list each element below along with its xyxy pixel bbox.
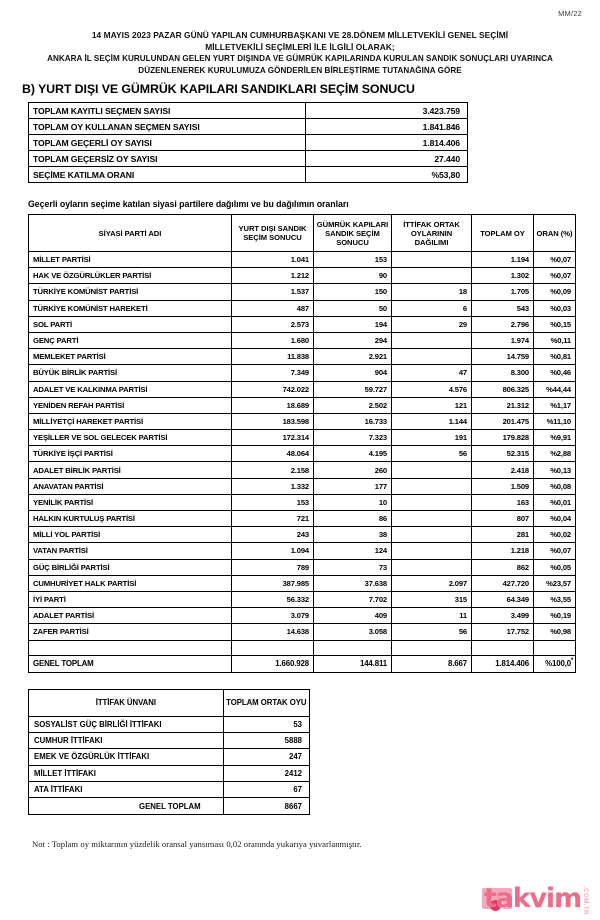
- summary-row: [29, 103, 468, 119]
- party-alliance-votes: [392, 252, 472, 268]
- party-customs-votes: 90: [314, 268, 392, 284]
- party-ratio: %1,17: [534, 397, 576, 413]
- party-customs-votes: 2.921: [314, 349, 392, 365]
- party-customs-votes: 4.195: [314, 446, 392, 462]
- document-heading: [0, 0, 600, 76]
- party-alliance-votes: 4.576: [392, 381, 472, 397]
- party-customs-votes: 38: [314, 527, 392, 543]
- party-alliance-votes: [392, 559, 472, 575]
- party-customs-votes: 16.733: [314, 413, 392, 429]
- party-alliance-votes: 56: [392, 624, 472, 640]
- party-ratio: %2,88: [534, 446, 576, 462]
- party-ratio: %44,44: [534, 381, 576, 397]
- summary-row-value: 1.841.846: [306, 119, 468, 135]
- party-name: MEMLEKET PARTİSİ: [29, 349, 232, 365]
- grand-total-ratio-value: %100,0: [545, 659, 571, 668]
- parties-table-head: [29, 215, 576, 252]
- party-ratio: %0,81: [534, 349, 576, 365]
- table-row: [29, 591, 576, 607]
- spacer-cell: [472, 640, 534, 655]
- heading-line-4: DÜZENLENEREK KURULUMUZA GÖNDERİLEN BİRLEŞTİRME TUTANAĞINA GÖRE: [138, 65, 462, 75]
- party-total-votes: 1.302: [472, 268, 534, 284]
- table-row: [29, 381, 576, 397]
- party-total-votes: 1.974: [472, 332, 534, 348]
- party-customs-votes: 2.502: [314, 397, 392, 413]
- party-name: MİLLET PARTİSİ: [29, 252, 232, 268]
- table-row: [29, 300, 576, 316]
- alliance-table-wrap: [28, 689, 600, 815]
- alliance-row: [29, 732, 310, 748]
- grand-total-total: 1.814.406: [472, 655, 534, 672]
- party-alliance-votes: 121: [392, 397, 472, 413]
- table-row: [29, 624, 576, 640]
- alliance-name: ATA İTTİFAKI: [29, 782, 224, 798]
- alliance-grand-total-label: GENEL TOPLAM: [29, 798, 224, 814]
- alliance-table-body: [29, 716, 310, 814]
- party-customs-votes: 10: [314, 494, 392, 510]
- party-abroad-votes: 1.680: [232, 332, 314, 348]
- parties-table: [28, 214, 576, 673]
- party-alliance-votes: 1.144: [392, 413, 472, 429]
- party-total-votes: 1.194: [472, 252, 534, 268]
- party-name: ADALET VE KALKINMA PARTİSİ: [29, 381, 232, 397]
- party-abroad-votes: 1.537: [232, 284, 314, 300]
- heading-line-1: 14 MAYIS 2023 PAZAR GÜNÜ YAPILAN CUMHURBAŞKANI VE 28.DÖNEM MİLLETVEKİLİ GENEL SEÇİMİ: [91, 30, 509, 40]
- party-customs-votes: 124: [314, 543, 392, 559]
- party-name: TÜRKİYE İŞÇİ PARTİSİ: [29, 446, 232, 462]
- party-total-votes: 281: [472, 527, 534, 543]
- table-row: [29, 575, 576, 591]
- party-customs-votes: 50: [314, 300, 392, 316]
- table-row: [29, 462, 576, 478]
- table-row: [29, 365, 576, 381]
- party-customs-votes: 59.727: [314, 381, 392, 397]
- table-row: [29, 543, 576, 559]
- party-ratio: %0,09: [534, 284, 576, 300]
- party-ratio: %11,10: [534, 413, 576, 429]
- party-total-votes: 201.475: [472, 413, 534, 429]
- party-abroad-votes: 11.838: [232, 349, 314, 365]
- summary-row-label: TOPLAM KAYITLI SEÇMEN SAYISI: [29, 103, 306, 119]
- parties-table-wrap: [28, 214, 600, 673]
- summary-row-label: TOPLAM OY KULLANAN SEÇMEN SAYISI: [29, 119, 306, 135]
- col-header-total: TOPLAM OY: [472, 215, 534, 252]
- col-header-customs: GÜMRÜK KAPILARI SANDIK SEÇİM SONUCU: [314, 215, 392, 252]
- party-name: HAK VE ÖZGÜRLÜKLER PARTİSİ: [29, 268, 232, 284]
- grand-total-abroad: 1.660.928: [232, 655, 314, 672]
- table-row: [29, 268, 576, 284]
- party-ratio: %0,08: [534, 478, 576, 494]
- summary-row-value: 1.814.406: [306, 135, 468, 151]
- col-header-ratio: ORAN (%): [534, 215, 576, 252]
- party-total-votes: 179.828: [472, 430, 534, 446]
- grand-total-row: [29, 655, 576, 672]
- summary-table-body: [29, 103, 468, 183]
- party-abroad-votes: 721: [232, 511, 314, 527]
- alliance-row: [29, 716, 310, 732]
- col-header-alliance-value: TOPLAM ORTAK OYU: [223, 689, 309, 716]
- party-customs-votes: 150: [314, 284, 392, 300]
- party-total-votes: 806.325: [472, 381, 534, 397]
- grand-total-customs: 144.811: [314, 655, 392, 672]
- party-abroad-votes: 2.158: [232, 462, 314, 478]
- party-alliance-votes: [392, 543, 472, 559]
- party-alliance-votes: 2.097: [392, 575, 472, 591]
- alliance-table-head: [29, 689, 310, 716]
- watermark-text: takvim: [484, 883, 581, 914]
- alliance-name: MİLLET İTTİFAKI: [29, 765, 224, 781]
- spacer-cell: [29, 640, 232, 655]
- alliance-value: 5888: [223, 732, 309, 748]
- party-ratio: %0,98: [534, 624, 576, 640]
- table-row: [29, 316, 576, 332]
- party-name: CUMHURİYET HALK PARTİSİ: [29, 575, 232, 591]
- alliance-value: 67: [223, 782, 309, 798]
- party-customs-votes: 73: [314, 559, 392, 575]
- party-abroad-votes: 14.638: [232, 624, 314, 640]
- alliance-header-row: [29, 689, 310, 716]
- summary-row-label: TOPLAM GEÇERSİZ OY SAYISI: [29, 151, 306, 167]
- grand-total-label: GENEL TOPLAM: [29, 655, 232, 672]
- party-customs-votes: 7.702: [314, 591, 392, 607]
- spacer-cell: [314, 640, 392, 655]
- party-ratio: %0,03: [534, 300, 576, 316]
- heading-line-2: MİLLETVEKİLİ SEÇİMLERİ İLE İLGİLİ OLARAK;: [205, 41, 395, 52]
- party-total-votes: 862: [472, 559, 534, 575]
- party-ratio: %0,46: [534, 365, 576, 381]
- party-name: VATAN PARTİSİ: [29, 543, 232, 559]
- party-ratio: %0,15: [534, 316, 576, 332]
- alliance-value: 53: [223, 716, 309, 732]
- party-alliance-votes: [392, 494, 472, 510]
- party-total-votes: 8.300: [472, 365, 534, 381]
- party-name: TÜRKİYE KOMÜNİST PARTİSİ: [29, 284, 232, 300]
- party-alliance-votes: [392, 268, 472, 284]
- table-row: [29, 446, 576, 462]
- party-alliance-votes: [392, 332, 472, 348]
- party-total-votes: 2.796: [472, 316, 534, 332]
- party-abroad-votes: 56.332: [232, 591, 314, 607]
- summary-table: [28, 102, 468, 183]
- party-abroad-votes: 7.349: [232, 365, 314, 381]
- parties-table-body: [29, 252, 576, 673]
- party-ratio: %0,04: [534, 511, 576, 527]
- party-name: SOL PARTİ: [29, 316, 232, 332]
- table-row: [29, 511, 576, 527]
- summary-row-value: 3.423.759: [306, 103, 468, 119]
- alliance-grand-total-value: 8667: [223, 798, 309, 814]
- party-total-votes: 427.720: [472, 575, 534, 591]
- party-name: ADALET PARTİSİ: [29, 608, 232, 624]
- spacer-cell: [232, 640, 314, 655]
- party-total-votes: 1.218: [472, 543, 534, 559]
- summary-row-label: TOPLAM GEÇERLİ OY SAYISI: [29, 135, 306, 151]
- table-row: [29, 332, 576, 348]
- party-name: YENİLİK PARTİSİ: [29, 494, 232, 510]
- table-row: [29, 284, 576, 300]
- alliance-name: CUMHUR İTTİFAKI: [29, 732, 224, 748]
- alliance-name: SOSYALİST GÜÇ BİRLİĞİ İTTİFAKI: [29, 716, 224, 732]
- party-customs-votes: 153: [314, 252, 392, 268]
- party-customs-votes: 177: [314, 478, 392, 494]
- party-abroad-votes: 789: [232, 559, 314, 575]
- summary-row: [29, 151, 468, 167]
- party-customs-votes: 3.058: [314, 624, 392, 640]
- alliance-row: [29, 749, 310, 765]
- party-alliance-votes: [392, 349, 472, 365]
- party-name: HALKIN KURTULUŞ PARTİSİ: [29, 511, 232, 527]
- party-abroad-votes: 1.041: [232, 252, 314, 268]
- party-ratio: %0,11: [534, 332, 576, 348]
- parties-table-caption: Geçerli oyların seçime katılan siyasi partilere dağılımı ve bu dağılımın oranları: [28, 199, 349, 209]
- table-row: [29, 397, 576, 413]
- party-alliance-votes: 47: [392, 365, 472, 381]
- party-abroad-votes: 48.064: [232, 446, 314, 462]
- party-customs-votes: 294: [314, 332, 392, 348]
- table-row: [29, 608, 576, 624]
- col-header-alliance-name: İTTİFAK ÜNVANI: [29, 689, 224, 716]
- summary-row: [29, 135, 468, 151]
- party-customs-votes: 37.638: [314, 575, 392, 591]
- watermark-domain: .COM.TR: [582, 886, 589, 915]
- party-abroad-votes: 1.094: [232, 543, 314, 559]
- party-abroad-votes: 2.573: [232, 316, 314, 332]
- party-customs-votes: 409: [314, 608, 392, 624]
- footnote-marker: *: [570, 657, 573, 664]
- alliance-row: [29, 782, 310, 798]
- party-abroad-votes: 18.689: [232, 397, 314, 413]
- party-name: İYİ PARTİ: [29, 591, 232, 607]
- party-name: ADALET BİRLİK PARTİSİ: [29, 462, 232, 478]
- table-row: [29, 349, 576, 365]
- party-abroad-votes: 387.985: [232, 575, 314, 591]
- summary-row-label: SEÇİME KATILMA ORANI: [29, 167, 306, 183]
- party-total-votes: 52.315: [472, 446, 534, 462]
- alliance-value: 2412: [223, 765, 309, 781]
- table-row: [29, 478, 576, 494]
- party-alliance-votes: 191: [392, 430, 472, 446]
- party-total-votes: 14.759: [472, 349, 534, 365]
- party-total-votes: 163: [472, 494, 534, 510]
- heading-line-3: ANKARA İL SEÇİM KURULUNDAN GELEN YURT DIŞINDA VE GÜMRÜK KAPILARINDA KURULAN SANDIK SONUÇLARI UYARINCA: [47, 54, 553, 63]
- party-total-votes: 543: [472, 300, 534, 316]
- party-abroad-votes: 153: [232, 494, 314, 510]
- party-name: GÜÇ BİRLİĞİ PARTİSİ: [29, 559, 232, 575]
- party-ratio: %9,91: [534, 430, 576, 446]
- party-ratio: %0,01: [534, 494, 576, 510]
- alliance-row: [29, 765, 310, 781]
- col-header-alliance: İTTİFAK ORTAK OYLARININ DAĞILIMI: [392, 215, 472, 252]
- party-name: YENİDEN REFAH PARTİSİ: [29, 397, 232, 413]
- party-ratio: %0,05: [534, 559, 576, 575]
- party-name: BÜYÜK BİRLİK PARTİSİ: [29, 365, 232, 381]
- table-row: [29, 527, 576, 543]
- party-alliance-votes: 29: [392, 316, 472, 332]
- spacer-cell: [534, 640, 576, 655]
- party-ratio: %0,13: [534, 462, 576, 478]
- party-total-votes: 64.349: [472, 591, 534, 607]
- party-total-votes: 21.312: [472, 397, 534, 413]
- spacer-cell: [392, 640, 472, 655]
- party-customs-votes: 260: [314, 462, 392, 478]
- col-header-party-name: SİYASİ PARTİ ADI: [29, 215, 232, 252]
- party-total-votes: 3.499: [472, 608, 534, 624]
- party-customs-votes: 86: [314, 511, 392, 527]
- party-abroad-votes: 3.079: [232, 608, 314, 624]
- party-abroad-votes: 172.314: [232, 430, 314, 446]
- party-abroad-votes: 1.332: [232, 478, 314, 494]
- party-ratio: %23,57: [534, 575, 576, 591]
- party-alliance-votes: 315: [392, 591, 472, 607]
- party-ratio: %0,19: [534, 608, 576, 624]
- party-alliance-votes: 56: [392, 446, 472, 462]
- party-alliance-votes: 11: [392, 608, 472, 624]
- party-ratio: %0,07: [534, 252, 576, 268]
- party-name: YEŞİLLER VE SOL GELECEK PARTİSİ: [29, 430, 232, 446]
- party-alliance-votes: [392, 478, 472, 494]
- table-row: [29, 494, 576, 510]
- party-alliance-votes: 18: [392, 284, 472, 300]
- party-customs-votes: 7.323: [314, 430, 392, 446]
- alliance-name: EMEK VE ÖZGÜRLÜK İTTİFAKI: [29, 749, 224, 765]
- party-total-votes: 1.705: [472, 284, 534, 300]
- party-name: TÜRKİYE KOMÜNİST HAREKETİ: [29, 300, 232, 316]
- party-abroad-votes: 183.598: [232, 413, 314, 429]
- grand-total-ratio: [534, 655, 576, 672]
- table-row: [29, 430, 576, 446]
- party-alliance-votes: [392, 462, 472, 478]
- party-customs-votes: 194: [314, 316, 392, 332]
- party-ratio: %3,55: [534, 591, 576, 607]
- table-row: [29, 559, 576, 575]
- table-row: [29, 252, 576, 268]
- summary-table-wrap: [28, 102, 600, 183]
- party-alliance-votes: [392, 527, 472, 543]
- alliance-value: 247: [223, 749, 309, 765]
- alliance-table: [28, 689, 310, 815]
- table-spacer-row: [29, 640, 576, 655]
- party-alliance-votes: [392, 511, 472, 527]
- party-alliance-votes: 6: [392, 300, 472, 316]
- summary-row: [29, 119, 468, 135]
- alliance-grand-total-row: [29, 798, 310, 814]
- party-abroad-votes: 487: [232, 300, 314, 316]
- party-name: GENÇ PARTİ: [29, 332, 232, 348]
- parties-header-row: [29, 215, 576, 252]
- party-abroad-votes: 1.212: [232, 268, 314, 284]
- party-ratio: %0,07: [534, 543, 576, 559]
- party-total-votes: 2.418: [472, 462, 534, 478]
- party-ratio: %0,02: [534, 527, 576, 543]
- summary-row: [29, 167, 468, 183]
- party-abroad-votes: 243: [232, 527, 314, 543]
- party-customs-votes: 904: [314, 365, 392, 381]
- party-abroad-votes: 742.022: [232, 381, 314, 397]
- party-total-votes: 1.509: [472, 478, 534, 494]
- party-name: ANAVATAN PARTİSİ: [29, 478, 232, 494]
- table-row: [29, 413, 576, 429]
- col-header-abroad: YURT DIŞI SANDIK SEÇİM SONUCU: [232, 215, 314, 252]
- party-ratio: %0,07: [534, 268, 576, 284]
- party-name: ZAFER PARTİSİ: [29, 624, 232, 640]
- party-name: MİLLİYETÇİ HAREKET PARTİSİ: [29, 413, 232, 429]
- summary-row-value: 27.440: [306, 151, 468, 167]
- party-name: MİLLİ YOL PARTİSİ: [29, 527, 232, 543]
- section-title: B) YURT DIŞI VE GÜMRÜK KAPILARI SANDIKLARI SEÇİM SONUCU: [22, 82, 415, 96]
- takvim-watermark: [480, 880, 590, 918]
- grand-total-alliance: 8.667: [392, 655, 472, 672]
- footer-note: Not : Toplam oy miktarının yüzdelik oransal yansıması 0,02 oranında yukarıya yuvarlanmıştır.: [32, 838, 362, 849]
- party-total-votes: 807: [472, 511, 534, 527]
- party-total-votes: 17.752: [472, 624, 534, 640]
- summary-row-value: %53,80: [306, 167, 468, 183]
- page-code: MM/22: [558, 9, 582, 18]
